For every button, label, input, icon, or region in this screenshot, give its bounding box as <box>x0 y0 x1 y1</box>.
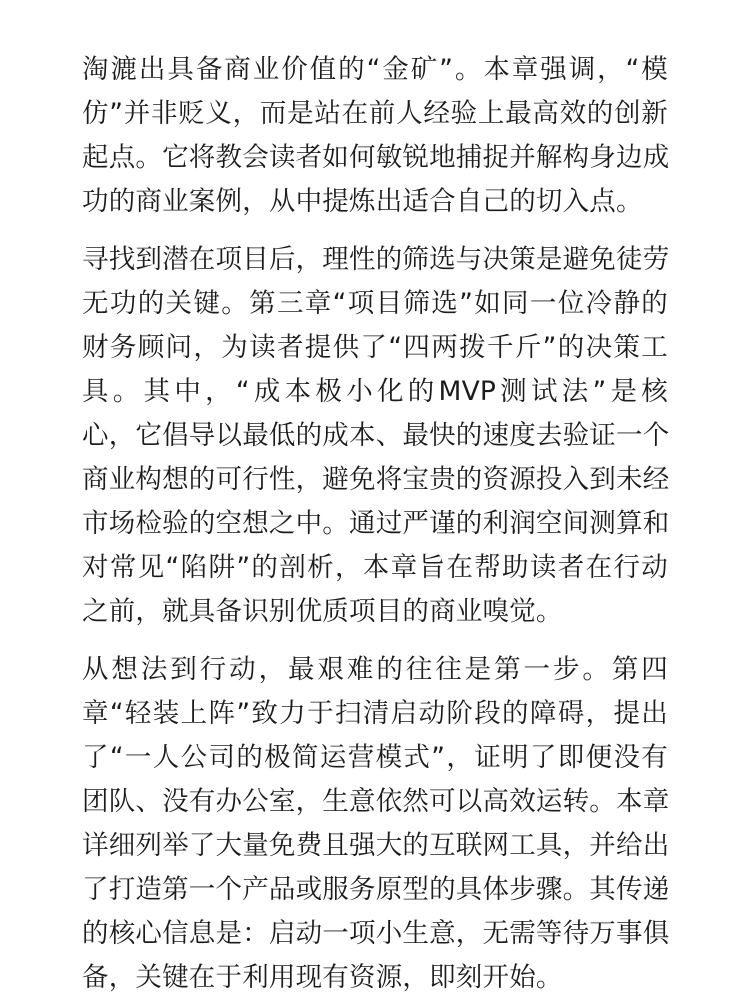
text-line: 团队、没有办公室，生意依然可以高效运转。本章 <box>82 786 670 817</box>
text-line: 之前，就具备识别优质项目的商业嗅觉。 <box>82 596 563 627</box>
text-line: 章“轻装上阵”致力于扫清启动阶段的障碍，提出 <box>82 698 668 729</box>
text-line: 功的商业案例，从中提炼出适合自己的切入点。 <box>82 186 643 217</box>
text-line: 起点。它将教会读者如何敏锐地捕捉并解构身边成 <box>82 142 670 173</box>
text-line: 仿”并非贬义，而是站在前人经验上最高效的创新 <box>82 98 668 129</box>
text-line: 淘漉出具备商业价值的“金矿”。本章强调，“模 <box>82 54 668 85</box>
text-line: 备，关键在于利用现有资源，即刻开始。 <box>82 962 563 993</box>
text-line: 寻找到潜在项目后，理性的筛选与决策是避免徒劳 <box>82 244 670 275</box>
text-line: 详细列举了大量免费且强大的互联网工具，并给出 <box>82 830 670 861</box>
text-line: 财务顾问，为读者提供了“四两拨千斤”的决策工 <box>82 332 668 363</box>
paragraph-3 <box>82 648 668 1000</box>
text-line: 市场检验的空想之中。通过严谨的利润空间测算和 <box>82 508 670 539</box>
text-line: 商业构想的可行性，避免将宝贵的资源投入到未经 <box>82 464 670 495</box>
text-line: 的核心信息是：启动一项小生意，无需等待万事俱 <box>82 918 670 949</box>
text-line: 从想法到行动，最艰难的往往是第一步。第四 <box>82 654 668 685</box>
text-line: 无功的关键。第三章“项目筛选”如同一位冷静的 <box>82 288 668 319</box>
text-line: 具。其中，“成本极小化的MVP测试法”是核 <box>82 376 668 407</box>
text-line: 心，它倡导以最低的成本、最快的速度去验证一个 <box>82 420 670 451</box>
text-line: 对常见“陷阱”的剖析，本章旨在帮助读者在行动 <box>82 552 668 583</box>
paragraph-1 <box>82 48 668 224</box>
text-line: 了“一人公司的极简运营模式”，证明了即便没有 <box>82 742 668 773</box>
paragraph-2 <box>82 238 668 634</box>
text-line: 了打造第一个产品或服务原型的具体步骤。其传递 <box>82 874 670 905</box>
